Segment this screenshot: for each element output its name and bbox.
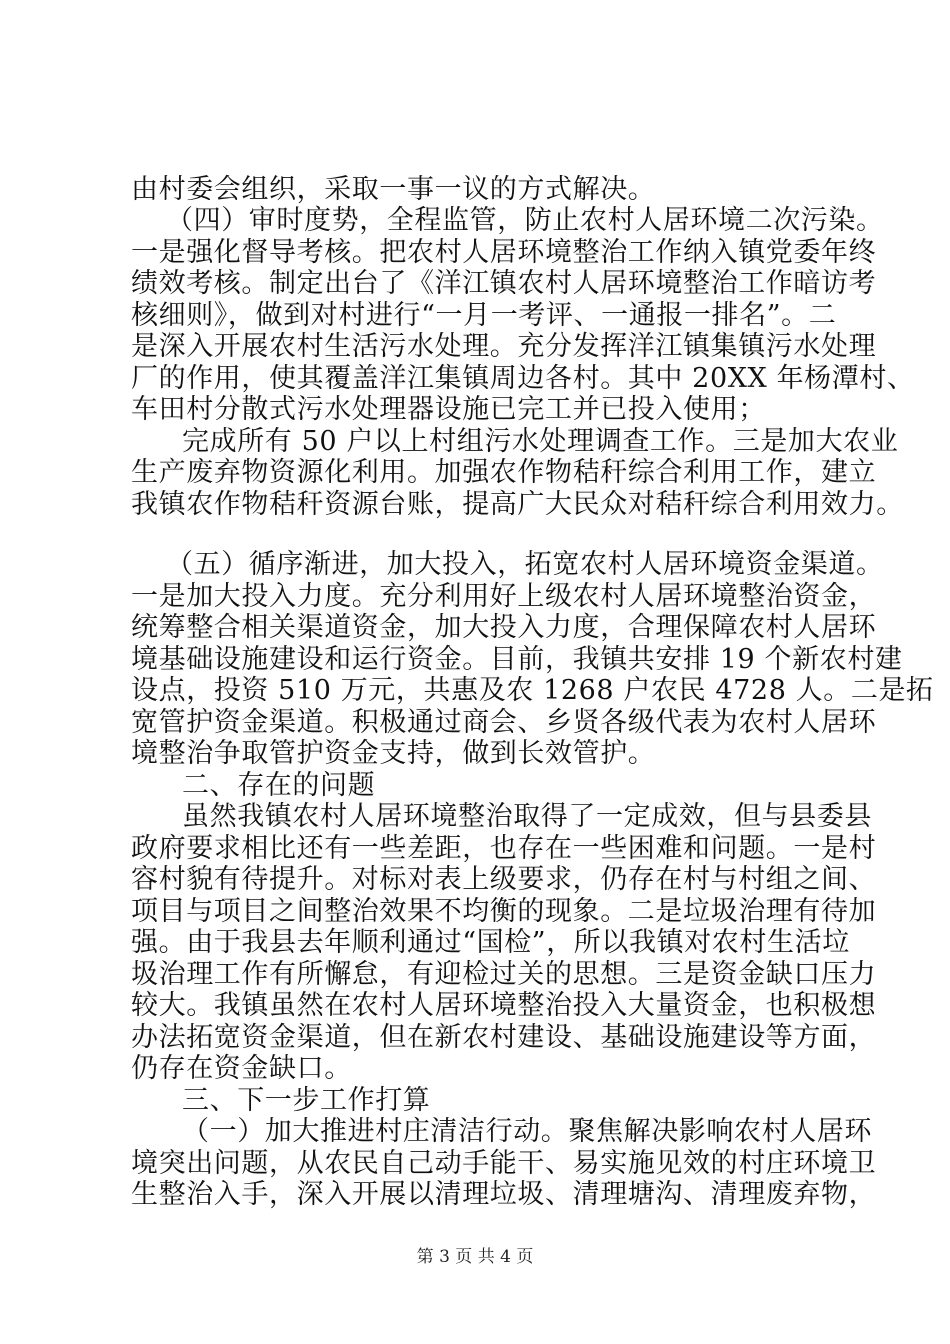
body-line: 仍存在资金缺口。 <box>131 1053 352 1084</box>
paragraph-first-line: 虽然我镇农村人居环境整治取得了一定成效，但与县委县 <box>182 801 872 832</box>
body-line: 较大。我镇虽然在农村人居环境整治投入大量资金，也积极想 <box>131 990 877 1021</box>
body-line: 政府要求相比还有一些差距，也存在一些困难和问题。一是村 <box>131 833 877 864</box>
body-line: 项目与项目之间整治效果不均衡的现象。二是垃圾治理有待加 <box>131 896 877 927</box>
body-line: 办法拓宽资金渠道，但在新农村建设、基础设施建设等方面， <box>131 1022 877 1053</box>
paragraph-first-line: 完成所有 50 户以上村组污水处理调查工作。三是加大农业 <box>182 426 899 457</box>
body-line: 是深入开展农村生活污水处理。充分发挥洋江镇集镇污水处理 <box>131 331 877 362</box>
body-line: 容村貌有待提升。对标对表上级要求，仍存在村与村组之间、 <box>131 864 877 895</box>
section-heading-line: （五）循序渐进，加大投入，拓宽农村人居环境资金渠道。 <box>166 549 884 580</box>
body-line: 强。由于我县去年顺利通过“国检”，所以我镇对农村生活垃 <box>131 927 850 958</box>
body-line: 我镇农作物秸秆资源台账，提高广大民众对秸秆综合利用效力。 <box>131 489 904 520</box>
body-line: 生整治入手，深入开展以清理垃圾、清理塘沟、清理废弃物， <box>131 1179 877 1210</box>
body-line: 绩效考核。制定出台了《洋江镇农村人居环境整治工作暗访考 <box>131 268 877 299</box>
section-heading-line: （四）审时度势，全程监管，防止农村人居环境二次污染。 <box>166 205 884 236</box>
body-line: 圾治理工作有所懈怠，有迎检过关的思想。三是资金缺口压力 <box>131 959 877 990</box>
page-number-footer: 第 3 页 共 4 页 <box>416 1247 534 1267</box>
paragraph-first-line: （一）加大推进村庄清洁行动。聚焦解决影响农村人居环 <box>182 1116 872 1147</box>
body-line: 核细则》，做到对村进行“一月一考评、一通报一排名”。二 <box>131 300 837 331</box>
body-line: 境整治争取管护资金支持，做到长效管护。 <box>131 738 656 769</box>
body-line: 由村委会组织，采取一事一议的方式解决。 <box>131 174 656 205</box>
body-line: 设点，投资 510 万元，共惠及农 1268 户农民 4728 人。二是拓 <box>131 675 934 706</box>
body-line: 一是加大投入力度。充分利用好上级农村人居环境整治资金， <box>131 581 877 612</box>
section-title: 三、下一步工作打算 <box>182 1085 431 1116</box>
body-line: 境突出问题，从农民自己动手能干、易实施见效的村庄环境卫 <box>131 1148 877 1179</box>
body-line: 统筹整合相关渠道资金，加大投入力度，合理保障农村人居环 <box>131 612 877 643</box>
body-line: 厂的作用，使其覆盖洋江集镇周边各村。其中 20XX 年杨潭村、 <box>131 363 915 394</box>
body-line: 境基础设施建设和运行资金。目前，我镇共安排 19 个新农村建 <box>131 644 903 675</box>
body-line: 宽管护资金渠道。积极通过商会、乡贤各级代表为农村人居环 <box>131 707 877 738</box>
body-line: 车田村分散式污水处理器设施已完工并已投入使用； <box>131 394 766 425</box>
section-title: 二、存在的问题 <box>182 770 376 801</box>
body-line: 一是强化督导考核。把农村人居环境整治工作纳入镇党委年终 <box>131 237 877 268</box>
body-line: 生产废弃物资源化利用。加强农作物秸秆综合利用工作，建立 <box>131 457 877 488</box>
